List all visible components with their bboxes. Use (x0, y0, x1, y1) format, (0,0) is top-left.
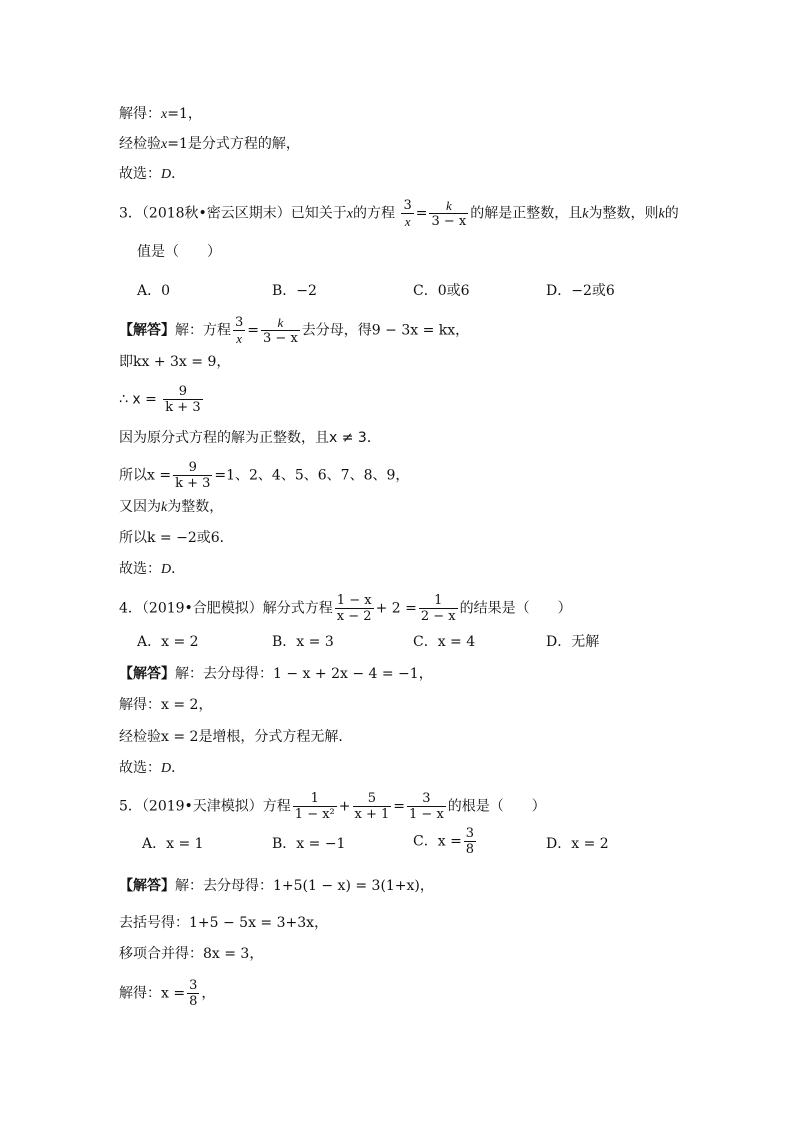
fraction (401, 198, 413, 229)
equals: = (393, 798, 406, 815)
q3-solution-5 (119, 460, 409, 491)
fraction (261, 315, 300, 346)
text: 解：去分母得： (175, 666, 273, 682)
text: 解得： (119, 697, 161, 713)
denominator: 8 (189, 994, 198, 1009)
var: x (161, 107, 168, 122)
fraction (419, 593, 458, 624)
q5-solution-1 (119, 876, 434, 896)
numerator: 3 (235, 315, 244, 330)
q3-option-a: A．0 (137, 283, 171, 299)
text: ． (171, 760, 186, 776)
denominator: x (236, 331, 243, 346)
text: ， (418, 666, 433, 682)
q4-option-b: B．x = 3 (272, 634, 334, 650)
text: 去括号得： (119, 915, 189, 931)
denominator: 1 − x (409, 807, 444, 822)
q4-stem (119, 593, 572, 624)
text: 或6． (196, 530, 234, 546)
text: ． (171, 166, 186, 182)
answer-letter: D (161, 562, 172, 577)
q4-option-c: C．x = 4 (413, 634, 476, 650)
option-value: x = −1 (296, 836, 346, 852)
q5-stem (119, 791, 546, 822)
equation: 9 − 3x = kx (371, 322, 456, 339)
equation: x ≠ 3 (329, 430, 367, 446)
text: + 2 = (375, 600, 417, 617)
text: 解：方程 (175, 322, 231, 339)
q4-solution-2 (119, 695, 212, 715)
fraction (173, 460, 212, 491)
var: x (346, 206, 354, 222)
denominator: 2 − x (420, 609, 456, 624)
denominator: x − 2 (336, 609, 372, 624)
numerator: 9 (173, 460, 212, 476)
q5-solution-3 (119, 944, 263, 964)
text: =1、2、4、5、6、7、8、9， (214, 467, 410, 484)
fraction (163, 384, 202, 415)
text: 的根是（ ） (447, 798, 546, 815)
q3-solution-7 (119, 528, 234, 548)
text: ， (455, 322, 470, 339)
equation: 8x = 3 (203, 946, 250, 962)
text: 去分母，得 (301, 322, 372, 339)
equals: = (415, 205, 428, 222)
q5-solution-2 (119, 913, 328, 933)
equation: 1+5 − 5x = 3+3x (189, 915, 315, 931)
text: ， (419, 878, 434, 894)
q3-option-d: D．−2或6 (546, 283, 615, 299)
text: 又因为 (119, 499, 161, 515)
numerator: 3 (465, 826, 475, 841)
q5-option-c (413, 826, 478, 857)
q5-solution-4 (119, 978, 215, 1009)
numerator: k (429, 198, 468, 214)
text: ． (171, 561, 186, 577)
numerator: 1 (293, 791, 337, 807)
fraction (293, 791, 337, 822)
fraction (233, 315, 245, 346)
equals: = (247, 322, 260, 339)
q5-option-b (272, 834, 345, 854)
q3-solution-6 (119, 497, 223, 518)
solution-line-1 (119, 104, 202, 125)
denominator: k + 3 (175, 476, 211, 491)
option-value: x = 1 (166, 836, 204, 852)
text: 的方程 (353, 205, 396, 222)
q3-solution-3 (119, 384, 205, 415)
q4-solution-3 (119, 727, 352, 747)
denominator: 8 (465, 842, 475, 857)
q3-solution-4 (119, 428, 381, 448)
text: 的结果是（ ） (459, 600, 572, 617)
answer-letter: D (161, 761, 172, 776)
equation: kx + 3x = 9 (133, 354, 217, 370)
text: 故选： (119, 561, 161, 577)
text: 解得： (119, 106, 161, 122)
text: 所以 (119, 530, 147, 546)
text: 所以 (119, 467, 147, 484)
q5-option-a (142, 834, 204, 854)
var: k (658, 206, 665, 222)
equation: x = (147, 467, 172, 484)
text: =1， (167, 106, 202, 122)
var: k (582, 206, 589, 222)
equation: 1 − x + 2x − 4 = −1 (273, 666, 419, 682)
numerator: k (261, 315, 300, 331)
denominator: 3 − x (263, 331, 298, 346)
q4-head: 4．（2019•合肥模拟）解分式方程 (119, 600, 333, 617)
denominator: 3 − x (431, 214, 467, 229)
text: 为整数， (167, 499, 224, 515)
text: 故选： (119, 760, 161, 776)
q3-head: 3．（2018秋•密云区期末）已知关于 (119, 205, 347, 222)
text: 的解是正整数，且 (470, 205, 583, 222)
option-letter: B． (272, 836, 297, 852)
q5-option-d (546, 834, 609, 854)
text: 即 (119, 354, 133, 370)
equation: x = 2 (161, 697, 199, 713)
text: =1是分式方程的解， (167, 136, 300, 152)
numerator: 3 (403, 198, 412, 213)
q3-solution-8 (119, 559, 185, 580)
answer-letter: D (161, 167, 172, 182)
fraction (407, 791, 446, 822)
equation: 1+5(1 − x) = 3(1+x) (273, 878, 420, 894)
answer-tag: 【解答】 (119, 322, 175, 339)
equation: x = (161, 985, 186, 1002)
text: ． (366, 430, 381, 446)
q3-option-c: C．0或6 (413, 283, 470, 299)
text: 解：去分母得： (175, 878, 273, 894)
q3-stem-line2: 值是（ ） (137, 244, 221, 260)
fraction (187, 978, 199, 1009)
denominator: 1 − x² (294, 807, 335, 822)
q4-solution-4 (119, 758, 185, 779)
fraction (464, 826, 476, 857)
text: 解得： (119, 985, 161, 1002)
numerator: 5 (353, 791, 392, 807)
option-value: x = (437, 833, 462, 850)
fraction (353, 791, 392, 822)
text: 移项合并得： (119, 946, 203, 962)
text: 的 (664, 205, 679, 222)
solution-line-2 (119, 134, 300, 155)
text: ， (249, 946, 264, 962)
answer-tag: 【解答】 (119, 878, 175, 894)
fraction (429, 198, 468, 229)
option-letter: D． (546, 836, 572, 852)
q3-solution-1 (119, 315, 469, 346)
denominator: k + 3 (165, 400, 201, 415)
option-letter: C． (413, 833, 438, 850)
text: ， (314, 915, 329, 931)
text: + (338, 798, 351, 815)
equation: x = 2 (161, 729, 199, 745)
numerator: 1 − x (336, 593, 372, 608)
q5-head: 5．（2019•天津模拟）方程 (119, 798, 291, 815)
numerator: 3 (189, 978, 198, 993)
numerator: 1 (419, 593, 458, 609)
solution-line-3 (119, 164, 185, 185)
q3-option-b: B．−2 (272, 283, 317, 299)
answer-tag: 【解答】 (119, 666, 175, 682)
text: 故选： (119, 166, 161, 182)
numerator: 3 (407, 791, 446, 807)
q4-option-a: A．x = 2 (137, 634, 199, 650)
denominator: x (404, 214, 411, 229)
option-letter: A． (142, 836, 167, 852)
q3-solution-2 (119, 352, 230, 372)
text: 是增根，分式方程无解． (198, 729, 353, 745)
text: 经检验 (119, 136, 161, 152)
text: ， (201, 985, 216, 1002)
text: 因为原分式方程的解为正整数，且 (119, 430, 329, 446)
var: k (161, 500, 168, 515)
denominator: x + 1 (354, 807, 390, 822)
q3-stem (119, 198, 679, 229)
text: 经检验 (119, 729, 161, 745)
text: ， (198, 697, 213, 713)
equation: ∴ x = (119, 391, 157, 408)
option-value: x = 2 (571, 836, 609, 852)
text: ， (216, 354, 231, 370)
fraction (335, 593, 374, 624)
text: 为整数，则 (588, 205, 659, 222)
q4-solution-1 (119, 664, 433, 684)
q4-option-d: D．无解 (546, 634, 600, 650)
var: x (161, 137, 168, 152)
equation: k = −2 (147, 530, 197, 546)
numerator: 9 (163, 384, 202, 400)
